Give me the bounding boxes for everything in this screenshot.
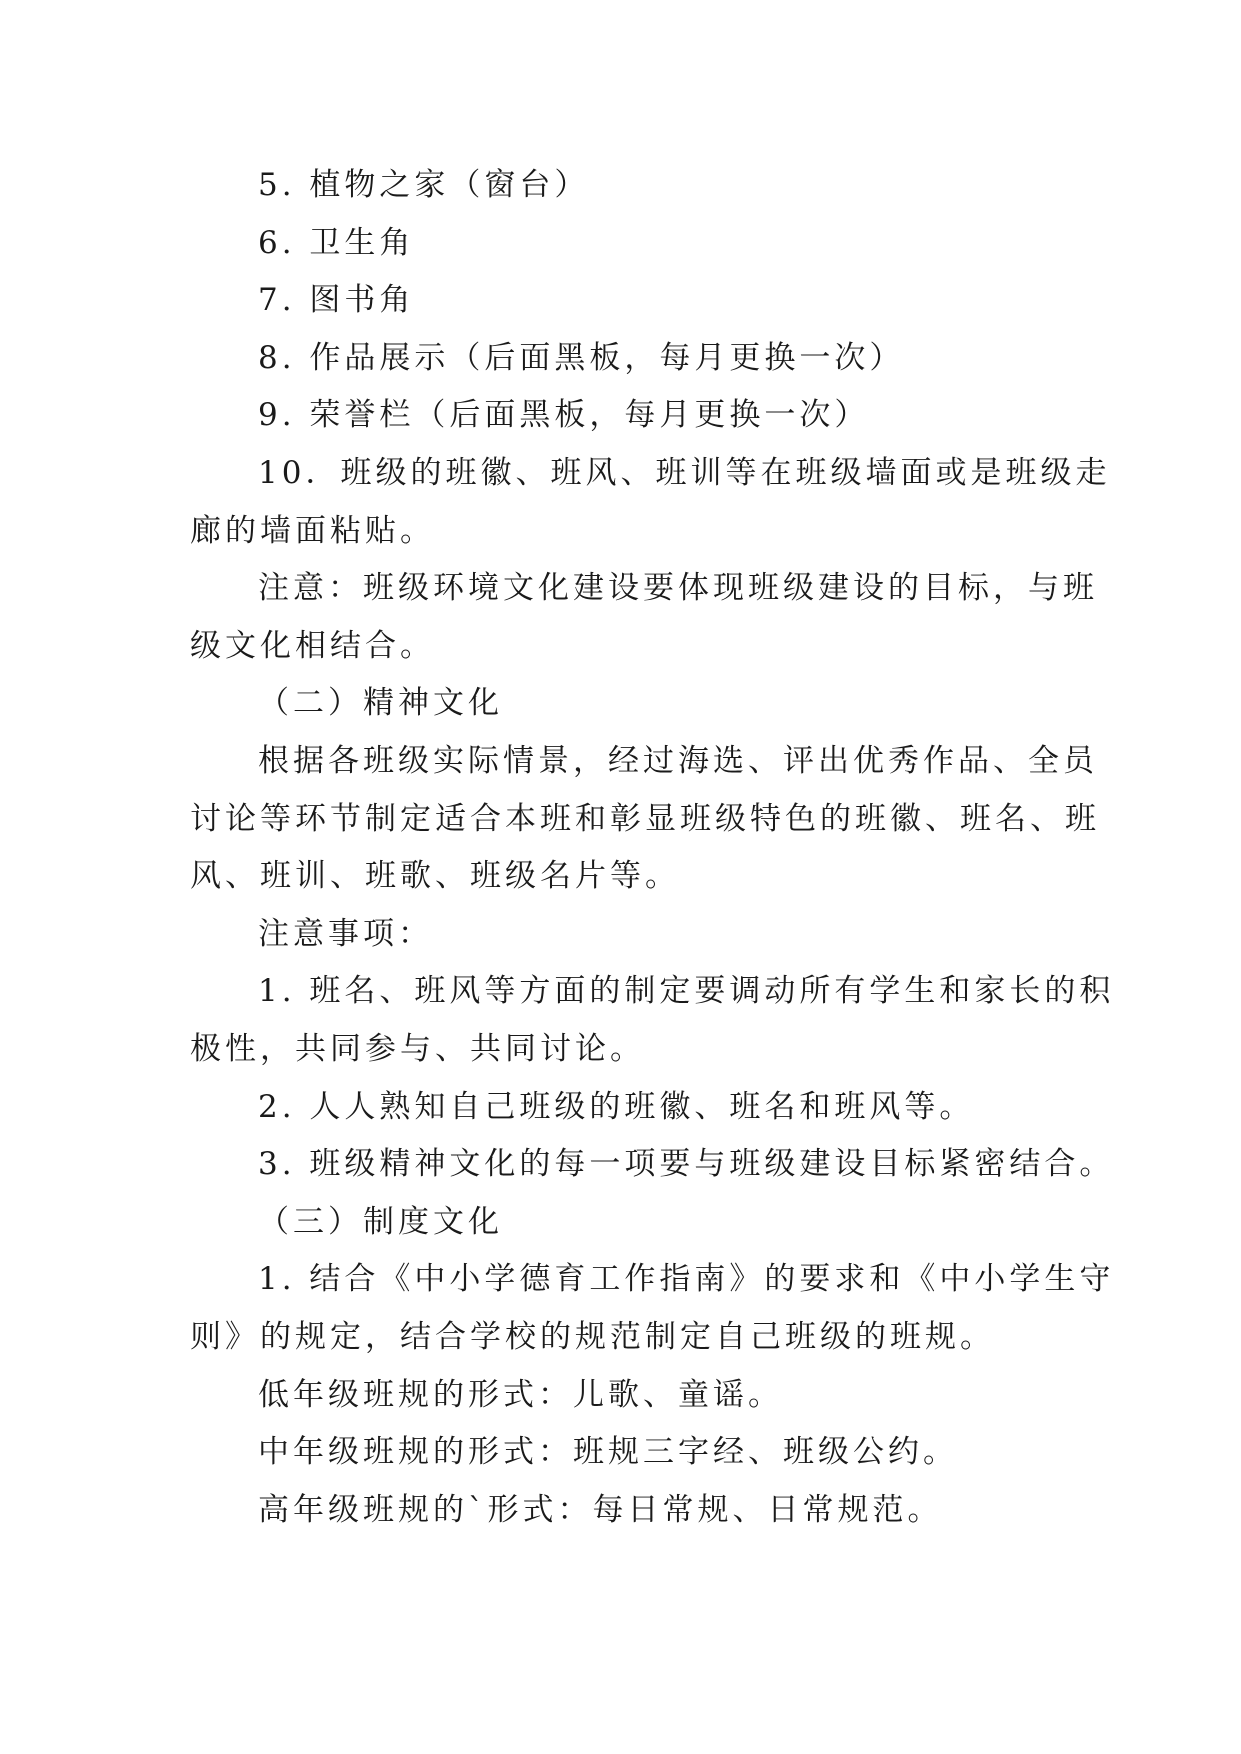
paragraph-line: 高年级班规的`形式：每日常规、日常规范。 (258, 1492, 943, 1528)
paragraph-line: 风、班训、班歌、班级名片等。 (190, 858, 680, 894)
list-item: 1. 结合《中小学德育工作指南》的要求和《中小学生守 (258, 1261, 1115, 1297)
paragraph-line: 廊的墙面粘贴。 (190, 513, 435, 549)
notes-heading: 注意事项： (258, 916, 433, 952)
paragraph-line: 低年级班规的形式：儿歌、童谣。 (258, 1377, 783, 1413)
paragraph-line: 讨论等环节制定适合本班和彰显班级特色的班徽、班名、班 (190, 801, 1100, 837)
paragraph-line: 中年级班规的形式：班规三字经、班级公约。 (258, 1434, 958, 1470)
section-heading-spiritual: （二）精神文化 (258, 685, 503, 721)
list-item: 2. 人人熟知自己班级的班徽、班名和班风等。 (258, 1089, 975, 1125)
section-heading-system: （三）制度文化 (258, 1204, 503, 1240)
note-line: 注意：班级环境文化建设要体现班级建设的目标，与班 (258, 570, 1098, 606)
list-item-hygiene-corner: 6. 卫生角 (258, 225, 415, 261)
list-item: 3. 班级精神文化的每一项要与班级建设目标紧密结合。 (258, 1146, 1115, 1182)
paragraph-line: 10．班级的班徽、班风、班训等在班级墙面或是班级走 (258, 455, 1111, 491)
list-item-honor-board: 9. 荣誉栏（后面黑板，每月更换一次） (258, 397, 870, 433)
note-line: 级文化相结合。 (190, 628, 435, 664)
list-item: 极性，共同参与、共同讨论。 (190, 1031, 645, 1067)
list-item-plant-corner: 5. 植物之家（窗台） (258, 167, 590, 203)
paragraph-line: 根据各班级实际情景，经过海选、评出优秀作品、全员 (258, 743, 1098, 779)
list-item-book-corner: 7. 图书角 (258, 282, 415, 318)
list-item-works-display: 8. 作品展示（后面黑板，每月更换一次） (258, 340, 905, 376)
list-item: 则》的规定，结合学校的规范制定自己班级的班规。 (190, 1319, 995, 1355)
list-item: 1. 班名、班风等方面的制定要调动所有学生和家长的积 (258, 973, 1115, 1009)
